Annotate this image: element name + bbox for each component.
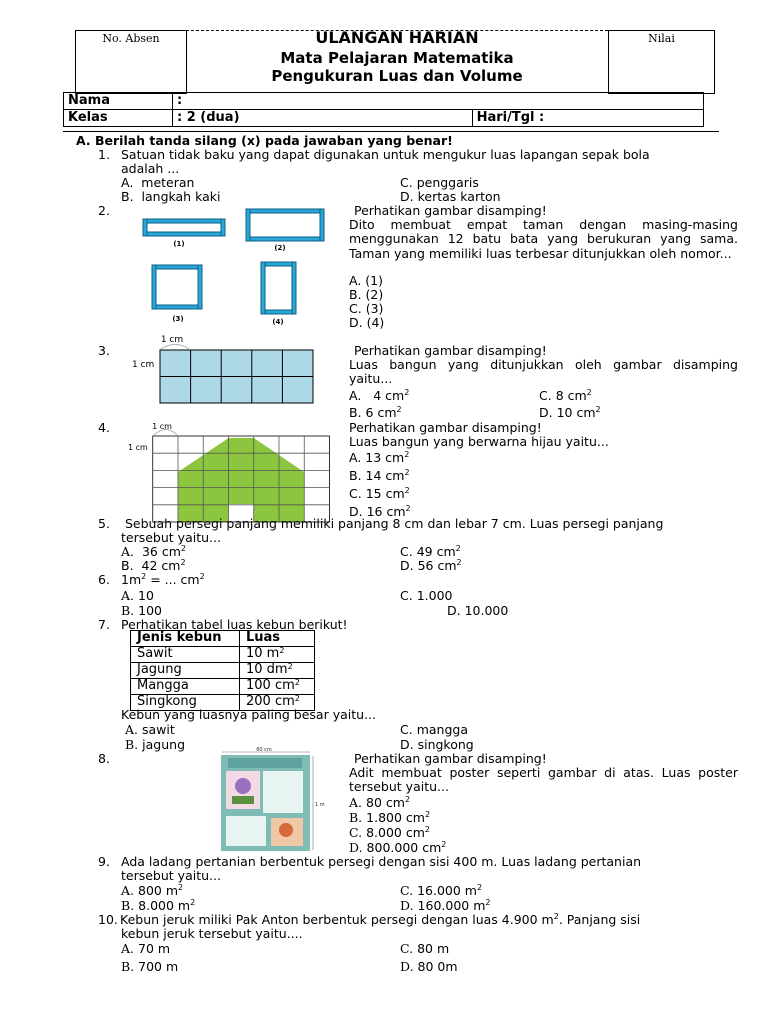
q1-a-text: meteran: [141, 175, 195, 190]
q6-option-a[interactable]: [121, 589, 154, 603]
q9-b-sup: 2: [190, 898, 196, 907]
q1-d-text: kertas karton: [417, 189, 501, 204]
q6-b-text: 100: [138, 603, 163, 618]
q2-lead: Perhatikan gambar disamping!: [354, 203, 547, 218]
q2-c-text: (3): [365, 301, 384, 316]
q7-number: 7.: [98, 617, 110, 632]
q9-d-text: 160.000 m: [417, 898, 486, 913]
q2-fig4: [263, 262, 294, 266]
q9-letter-d: D.: [400, 898, 414, 913]
q3-a-sup: 2: [404, 388, 410, 397]
q8-number: 8.: [98, 751, 110, 766]
q7-value-sup: 2: [294, 677, 300, 687]
q7-value-sup: 2: [287, 661, 293, 671]
q2-fig2: [248, 209, 322, 213]
q7-d-text: singkong: [417, 737, 474, 752]
q3-d-sup: 2: [595, 405, 601, 414]
q7-cell-name: Singkong: [131, 694, 240, 710]
q10-letter-b: B.: [121, 959, 135, 974]
q3-letter-d: D.: [539, 405, 553, 420]
q6-c-text: 1.000: [416, 588, 453, 603]
q5-b-text: 42 cm: [141, 558, 181, 573]
q8-d-text: 800.000 cm: [366, 840, 442, 855]
q5-letter-a: A.: [121, 544, 135, 559]
q9-b-text: 8.000 m: [138, 898, 191, 913]
q10-letter-c: C.: [400, 941, 414, 956]
q3-dim-left: 1 cm: [132, 360, 155, 370]
q9-option-c[interactable]: [400, 884, 482, 898]
q9-a-sup: 2: [178, 883, 184, 892]
q6-letter-a: A.: [121, 588, 135, 603]
q1-text: Satuan tidak baku yang dapat digunakan untuk mengukur luas lapangan sepak bola: [121, 147, 650, 162]
q3-letter-c: C.: [539, 388, 552, 403]
q10-a-text: 70 m: [138, 941, 171, 956]
q4-lead: Perhatikan gambar disamping!: [349, 420, 542, 435]
q3-option-b[interactable]: [349, 406, 402, 420]
q6-letter-d: D.: [447, 603, 461, 618]
q9-text: Ada ladang pertanian berbentuk persegi dengan sisi 400 m. Luas ladang pertanian: [121, 854, 642, 869]
section-a-instruction: A. Berilah tanda silang (x) pada jawaban yang benar!: [76, 133, 453, 148]
q8-letter-d: D.: [349, 840, 363, 855]
q7-table: [130, 630, 315, 711]
q6-number: 6.: [98, 572, 110, 587]
q5-d-sup: 2: [456, 558, 462, 567]
q7-value-text: 10 dm: [246, 661, 288, 677]
info-table: [63, 92, 704, 127]
q3-lead: Perhatikan gambar disamping!: [354, 343, 547, 358]
q5-letter-d: D.: [400, 558, 414, 573]
q4-option-b[interactable]: [349, 469, 410, 483]
q6-sup2: 2: [199, 572, 205, 581]
q2-letter-b: B.: [349, 287, 362, 302]
q6-letter-c: C.: [400, 588, 413, 603]
q4-grid-figure: [126, 420, 332, 524]
nama-field[interactable]: :: [173, 93, 704, 110]
q6-option-d[interactable]: [447, 604, 508, 618]
q5-letter-c: C.: [400, 544, 413, 559]
q9-option-a[interactable]: [121, 884, 183, 898]
q6-sup1: 2: [141, 572, 147, 581]
q10-letter-d: D.: [400, 959, 414, 974]
q3-a-text: 4 cm: [373, 388, 405, 403]
q4-dim-left: 1 cm: [128, 443, 148, 452]
q5-d-text: 56 cm: [417, 558, 457, 573]
q7-value-sup: 2: [279, 645, 285, 655]
q10-b-text: 700 m: [138, 959, 179, 974]
q5-option-d[interactable]: [400, 559, 462, 573]
q1-text-cont: adalah ...: [121, 161, 180, 176]
q2-letter-c: C.: [349, 301, 362, 316]
table-row: [131, 678, 315, 694]
q7-cell-value: [240, 678, 315, 694]
q5-b-sup: 2: [180, 558, 186, 567]
q3-b-text: 6 cm: [365, 405, 397, 420]
q8-letter-a: A.: [349, 795, 363, 810]
q10-option-b[interactable]: [121, 960, 178, 974]
q10-text-cont: kebun jeruk tersebut yaitu....: [121, 926, 303, 941]
q10-d-text: 80 0m: [417, 959, 458, 974]
q4-c-sup: 2: [404, 486, 410, 495]
q4-option-c[interactable]: [349, 487, 410, 501]
q3-option-d[interactable]: [539, 406, 601, 420]
q4-number: 4.: [98, 420, 110, 435]
q1-letter-b: B.: [121, 189, 134, 204]
q7-th-jenis: Jenis kebun: [131, 631, 240, 647]
q3-dim-top: 1 cm: [160, 335, 184, 345]
q8-c-sup: 2: [424, 825, 430, 834]
q3-option-a[interactable]: [349, 389, 409, 403]
q8-option-a[interactable]: [349, 796, 410, 810]
q3-d-text: 10 cm: [556, 405, 596, 420]
q7-cell-value: [240, 662, 315, 678]
q10-text-a: Kebun jeruk miliki Pak Anton berbentuk persegi dengan luas 4.900 m: [120, 912, 554, 927]
q9-letter-c: C.: [400, 883, 414, 898]
q1-number: 1.: [98, 147, 110, 162]
q7-letter-d: D.: [400, 737, 414, 752]
table-row: [131, 646, 315, 662]
title-topik: Pengukuran Luas dan Volume: [271, 67, 523, 85]
q8-letter-c: C.: [349, 825, 363, 840]
q7-cell-value: [240, 646, 315, 662]
q8-b-sup: 2: [424, 810, 431, 819]
q3-b-sup: 2: [396, 405, 402, 414]
q8-a-text: 80 cm: [366, 795, 405, 810]
q10-number: 10.: [98, 912, 118, 927]
q10-option-d[interactable]: [400, 960, 458, 974]
q4-d-sup: 2: [405, 504, 411, 513]
q7-value-text: 200 cm: [246, 693, 295, 709]
q5-letter-b: B.: [121, 558, 134, 573]
q10-c-text: 80 m: [417, 941, 450, 956]
q4-b-text: 14 cm: [365, 468, 405, 483]
q7-cell-name: Sawit: [131, 646, 240, 662]
table-row: [131, 662, 315, 678]
q8-a-sup: 2: [404, 795, 411, 804]
q4-b-sup: 2: [404, 468, 410, 477]
q9-a-text: 800 m: [138, 883, 179, 898]
q7-b-text: jagung: [142, 737, 186, 752]
q9-letter-b: B.: [121, 898, 135, 913]
q9-letter-a: A.: [121, 883, 135, 898]
q7-value-sup: 2: [294, 693, 300, 703]
q10-option-a[interactable]: [121, 942, 170, 956]
q1-b-text: langkah kaki: [141, 189, 221, 204]
q4-letter-a: A.: [349, 450, 362, 465]
q2-text: Dito membuat empat taman dengan masing-masing menggunakan 12 batu bata yang berukuran yang sama. Taman yang memiliki luas terbesar ditunjukkan oleh nomor...: [349, 217, 738, 261]
q7-value-text: 10 m: [246, 645, 280, 661]
q3-letter-a: A.: [349, 388, 362, 403]
header-bottom-rule: [63, 131, 719, 132]
title-mapel: Mata Pelajaran Matematika: [280, 49, 514, 67]
q5-text-cont: tersebut yaitu...: [121, 530, 221, 545]
q4-c-text: 15 cm: [365, 486, 405, 501]
q5-c-sup: 2: [455, 544, 461, 553]
q8-c-text: 8.000 cm: [366, 825, 425, 840]
q9-d-sup: 2: [485, 898, 491, 907]
q9-c-sup: 2: [476, 883, 483, 892]
q3-option-c[interactable]: [539, 389, 592, 403]
q2-garden-figures: [140, 206, 330, 328]
q8-dim-right: 1 m: [315, 802, 325, 808]
q2-label-3: (3): [172, 315, 184, 323]
q2-fig3: [154, 265, 200, 269]
q6-a-text: 10: [138, 588, 154, 603]
q3-letter-b: B.: [349, 405, 362, 420]
q2-a-text: (1): [365, 273, 384, 288]
q7-letter-c: C.: [400, 722, 413, 737]
q4-d-text: 16 cm: [366, 504, 406, 519]
q3-c-sup: 2: [586, 388, 592, 397]
q9-text-cont: tersebut yaitu...: [121, 868, 221, 883]
q2-letter-a: A.: [349, 273, 362, 288]
q2-d-text: (4): [366, 315, 385, 330]
q6-d-text: 10.000: [464, 603, 509, 618]
no-absen-box: [75, 30, 187, 94]
q8-b-text: 1.800 cm: [366, 810, 425, 825]
q3-text: Luas bangun yang ditunjukkan oleh gambar disamping yaitu...: [349, 357, 738, 387]
nama-label: Nama: [64, 93, 173, 110]
q7-letter-a: A.: [125, 722, 139, 737]
q7-option-c[interactable]: [400, 723, 468, 737]
q10-letter-a: A.: [121, 941, 135, 956]
q4-option-a[interactable]: [349, 451, 409, 465]
no-absen-label: No. Absen: [102, 32, 160, 45]
q9-number: 9.: [98, 854, 110, 869]
q4-text: Luas bangun yang berwarna hijau yaitu...: [349, 434, 609, 449]
title-ulangan: ULANGAN HARIAN: [315, 28, 479, 47]
q1-letter-a: A.: [121, 175, 134, 190]
q4-letter-d: D.: [349, 504, 363, 519]
q2-label-2: (2): [274, 244, 286, 252]
q7-option-b[interactable]: [125, 738, 185, 752]
q3-number: 3.: [98, 343, 110, 358]
q1-c-text: penggaris: [416, 175, 479, 190]
q4-a-sup: 2: [404, 450, 410, 459]
q7-a-text: sawit: [142, 722, 175, 737]
q1-letter-c: C.: [400, 175, 413, 190]
q7-text2: Kebun yang luasnya paling besar yaitu...: [121, 707, 376, 722]
kelas-field: : 2 (dua): [173, 110, 473, 127]
q4-letter-c: C.: [349, 486, 362, 501]
q8-d-sup: 2: [441, 840, 447, 849]
q8-text: Adit membuat poster seperti gambar di atas. Luas poster tersebut yaitu...: [349, 765, 738, 795]
q8-lead: Perhatikan gambar disamping!: [354, 751, 547, 766]
q10-sup: 2: [553, 912, 559, 921]
q5-a-text: 36 cm: [141, 544, 181, 559]
q7-cell-name: Jagung: [131, 662, 240, 678]
q7-cell-name: Mangga: [131, 678, 240, 694]
q7-option-a[interactable]: [125, 723, 175, 737]
q5-text: Sebuah persegi panjang memiliki panjang 8 cm dan lebar 7 cm. Luas persegi panjang: [125, 516, 664, 531]
q6-text-mid: = ... cm: [146, 572, 200, 587]
q3-c-text: 8 cm: [555, 388, 587, 403]
q7-table-header: [131, 631, 315, 647]
q7-letter-b: B.: [125, 737, 139, 752]
q6-text-pre: 1m: [121, 572, 142, 587]
q1-option-b[interactable]: [121, 190, 220, 204]
q2-letter-d: D.: [349, 315, 363, 330]
q4-dim-top: 1 cm: [152, 422, 172, 431]
q8-option-c[interactable]: [349, 826, 430, 840]
q2-label-4: (4): [272, 318, 284, 326]
q9-c-text: 16.000 m: [417, 883, 477, 898]
q7-text: Perhatikan tabel luas kebun berikut!: [121, 617, 348, 632]
q2-b-text: (2): [365, 287, 384, 302]
q5-number: 5.: [98, 516, 110, 531]
q2-option-d[interactable]: [349, 316, 384, 330]
q3-grid-figure: [130, 332, 320, 406]
q5-c-text: 49 cm: [416, 544, 456, 559]
q8-poster-figure: [216, 746, 326, 854]
q2-fig1: [146, 219, 222, 223]
q6-letter-b: B.: [121, 603, 135, 618]
q7-value-text: 100 cm: [246, 677, 295, 693]
q5-a-sup: 2: [180, 544, 186, 553]
nilai-label: Nilai: [648, 32, 675, 45]
q7-c-text: mangga: [416, 722, 468, 737]
q4-a-text: 13 cm: [365, 450, 405, 465]
q6-option-c[interactable]: [400, 589, 452, 603]
q10-text-b: . Panjang sisi: [558, 912, 641, 927]
q8-dim-top: 80 cm: [256, 747, 272, 753]
q2-label-1: (1): [173, 240, 185, 248]
kelas-label: Kelas: [64, 110, 173, 127]
q1-letter-d: D.: [400, 189, 414, 204]
q2-number: 2.: [98, 203, 110, 218]
q8-option-b[interactable]: [349, 811, 430, 825]
hari-field[interactable]: Hari/Tgl :: [472, 110, 703, 127]
q10-option-c[interactable]: [400, 942, 449, 956]
q8-letter-b: B.: [349, 810, 363, 825]
q4-letter-b: B.: [349, 468, 362, 483]
q7-th-luas: Luas: [240, 631, 315, 647]
nilai-box: [608, 30, 715, 94]
q6-text: [121, 573, 205, 587]
